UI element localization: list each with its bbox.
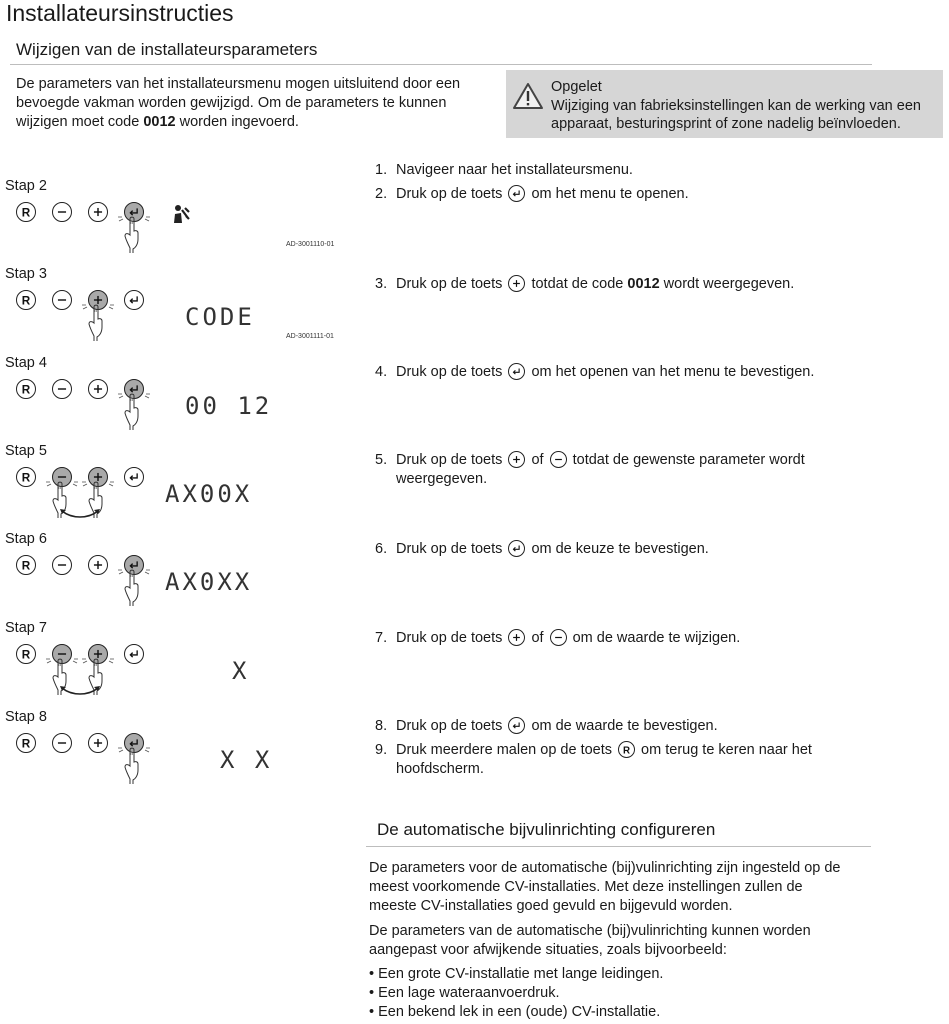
warning-icon: [512, 82, 544, 110]
svg-text:R: R: [21, 559, 31, 573]
intro-line: bevoegde vakman worden gewijzigd. Om de parameters te kunnen: [16, 95, 447, 111]
installer-wrench-icon: [172, 204, 190, 229]
enter-button[interactable]: [124, 290, 144, 310]
svg-text:R: R: [21, 471, 31, 485]
step-text: [396, 363, 846, 382]
plus-icon: [89, 203, 107, 221]
minus-button[interactable]: [52, 555, 72, 575]
auto-line: meeste CV-installaties goed gevuld en bijgevuld worden.: [369, 898, 733, 914]
step-text-part: Druk op de toets: [396, 541, 507, 557]
step-text-part: hoofdscherm.: [396, 761, 484, 777]
svg-text:R: R: [623, 745, 631, 757]
reset-icon: [618, 741, 635, 758]
step-number: 8.: [375, 718, 388, 734]
plus-icon: [89, 380, 107, 398]
reset-button[interactable]: [16, 733, 36, 753]
step-text-part: om terug te keren naar het: [637, 742, 812, 758]
lcd-display: X X: [220, 746, 273, 774]
finger-icon: [121, 215, 145, 253]
reset-button[interactable]: [16, 644, 36, 664]
intro-line: De parameters van het installateursmenu mogen uitsluitend door een: [16, 76, 461, 92]
step-text: [396, 717, 846, 736]
finger-icon: [85, 303, 109, 341]
step-text-part: Druk op de toets: [396, 186, 507, 202]
plus-button[interactable]: [88, 733, 108, 753]
step-label: Stap 6: [5, 531, 47, 547]
lcd-display: AX0XX: [165, 568, 253, 596]
step-number: 3.: [375, 276, 388, 292]
enter-icon: [125, 291, 143, 309]
step-text: [396, 161, 846, 180]
step-number: 2.: [375, 186, 388, 202]
plus-icon: [508, 275, 525, 292]
svg-text:R: R: [21, 383, 31, 397]
minus-icon: [550, 629, 567, 646]
section-title: Wijzigen van de installateursparameters: [16, 40, 318, 59]
figure-reference: AD-3001111-01: [286, 333, 334, 340]
auto-line: De parameters van de automatische (bij)vulinrichting kunnen worden: [369, 923, 811, 939]
enter-icon: [508, 363, 525, 380]
reset-icon: [17, 203, 35, 221]
reset-icon: [17, 645, 35, 663]
reset-icon: [17, 468, 35, 486]
step-text-part: om het openen van het menu te bevestigen.: [527, 364, 815, 380]
step-text-part: Druk op de toets: [396, 630, 507, 646]
minus-icon: [53, 291, 71, 309]
enter-button[interactable]: [124, 467, 144, 487]
intro-paragraph: [16, 75, 496, 132]
step-text: [396, 275, 846, 294]
enter-icon: [508, 540, 525, 557]
code-value: 0012: [143, 114, 176, 130]
auto-paragraph-2: [369, 922, 889, 960]
minus-icon: [53, 203, 71, 221]
auto-paragraph-1: [369, 859, 889, 916]
figure-reference: AD-3001110-01: [286, 241, 335, 248]
minus-icon: [550, 451, 567, 468]
step-text-part: Druk op de toets: [396, 364, 507, 380]
minus-icon: [53, 380, 71, 398]
step-label: Stap 7: [5, 620, 47, 636]
enter-icon: [508, 717, 525, 734]
plus-icon: [89, 556, 107, 574]
reset-icon: [17, 291, 35, 309]
step-label: Stap 5: [5, 443, 47, 459]
step-text-part: om de keuze te bevestigen.: [527, 541, 709, 557]
reset-button[interactable]: [16, 202, 36, 222]
plus-button[interactable]: [88, 555, 108, 575]
svg-text:R: R: [21, 294, 31, 308]
auto-line: meest voorkomende CV-installaties. Met deze instellingen zullen de: [369, 879, 803, 895]
step-number: 9.: [375, 742, 388, 758]
step-label: Stap 2: [5, 178, 47, 194]
minus-button[interactable]: [52, 290, 72, 310]
finger-icon: [121, 392, 145, 430]
minus-button[interactable]: [52, 733, 72, 753]
finger-icon: [121, 746, 145, 784]
step-text: [396, 540, 846, 559]
step-text-part: weergegeven.: [396, 471, 488, 487]
step-label: Stap 4: [5, 355, 47, 371]
section-divider: [10, 64, 872, 65]
auto-line: aangepast voor afwijkende situaties, zoals bijvoorbeeld:: [369, 942, 727, 958]
page-title: Installateursinstructies: [6, 0, 234, 26]
bullet-item: • Een grote CV-installatie met lange leidingen.: [369, 966, 664, 982]
step-text-part: of: [527, 630, 548, 646]
plus-icon: [508, 629, 525, 646]
bullet-item: • Een bekend lek in een (oude) CV-installatie.: [369, 1004, 661, 1020]
step-text-part: wordt weergegeven.: [659, 276, 795, 292]
step-text-part: Druk meerdere malen op de toets: [396, 742, 617, 758]
step-text-part: Navigeer naar het installateursmenu.: [396, 162, 633, 178]
step-text: [396, 629, 846, 648]
enter-icon: [508, 185, 525, 202]
step-text-part: om de waarde te bevestigen.: [527, 718, 718, 734]
enter-button[interactable]: [124, 644, 144, 664]
plus-button[interactable]: [88, 379, 108, 399]
bullet-item: • Een lage wateraanvoerdruk.: [369, 985, 560, 1001]
svg-text:R: R: [21, 648, 31, 662]
lcd-display: X: [232, 657, 250, 685]
reset-button[interactable]: [16, 555, 36, 575]
minus-button[interactable]: [52, 202, 72, 222]
lcd-display: AX00X: [165, 480, 253, 508]
step-number: 5.: [375, 452, 388, 468]
swap-arrow-icon: [58, 507, 102, 526]
step-text-part: 0012: [627, 276, 660, 292]
reset-button[interactable]: [16, 467, 36, 487]
step-number: 1.: [375, 162, 388, 178]
step-number: 6.: [375, 541, 388, 557]
warning-text: Wijziging van fabrieksinstellingen kan de werking van een apparaat, besturingsprint of zone nadelig beïnvloeden.: [551, 98, 921, 132]
enter-icon: [125, 645, 143, 663]
minus-icon: [53, 556, 71, 574]
step-text-part: om de waarde te wijzigen.: [568, 630, 741, 646]
minus-icon: [53, 734, 71, 752]
step-text-part: Druk op de toets: [396, 276, 507, 292]
reset-icon: [17, 380, 35, 398]
lcd-display: 00 12: [185, 392, 273, 420]
intro-line: wijzigen moet code 0012 worden ingevoerd.: [16, 114, 299, 130]
svg-text:R: R: [21, 206, 31, 220]
reset-button[interactable]: [16, 290, 36, 310]
step-text: [396, 185, 846, 204]
auto-line: De parameters voor de automatische (bij)vulinrichting zijn ingesteld op de: [369, 860, 841, 876]
step-number: 7.: [375, 630, 388, 646]
step-text-part: Druk op de toets: [396, 452, 507, 468]
reset-icon: [17, 734, 35, 752]
swap-arrow-icon: [58, 684, 102, 703]
enter-icon: [125, 468, 143, 486]
step-text: [396, 741, 846, 779]
minus-button[interactable]: [52, 379, 72, 399]
reset-icon: [17, 556, 35, 574]
step-number: 4.: [375, 364, 388, 380]
finger-icon: [121, 568, 145, 606]
plus-icon: [508, 451, 525, 468]
step-text-part: Druk op de toets: [396, 718, 507, 734]
lcd-display: CODE: [185, 303, 255, 331]
step-label: Stap 3: [5, 266, 47, 282]
step-label: Stap 8: [5, 709, 47, 725]
svg-text:R: R: [21, 737, 31, 751]
step-text: [396, 451, 846, 489]
auto-section-divider: [366, 846, 871, 847]
step-text-part: of: [527, 452, 548, 468]
plus-button[interactable]: [88, 202, 108, 222]
auto-section-title: De automatische bijvulinrichting configureren: [377, 820, 716, 839]
warning-box: [506, 70, 943, 138]
reset-button[interactable]: [16, 379, 36, 399]
plus-icon: [89, 734, 107, 752]
step-text-part: totdat de code: [527, 276, 628, 292]
step-text-part: totdat de gewenste parameter wordt: [568, 452, 805, 468]
warning-title: Opgelet: [551, 79, 602, 95]
step-text-part: om het menu te openen.: [527, 186, 689, 202]
